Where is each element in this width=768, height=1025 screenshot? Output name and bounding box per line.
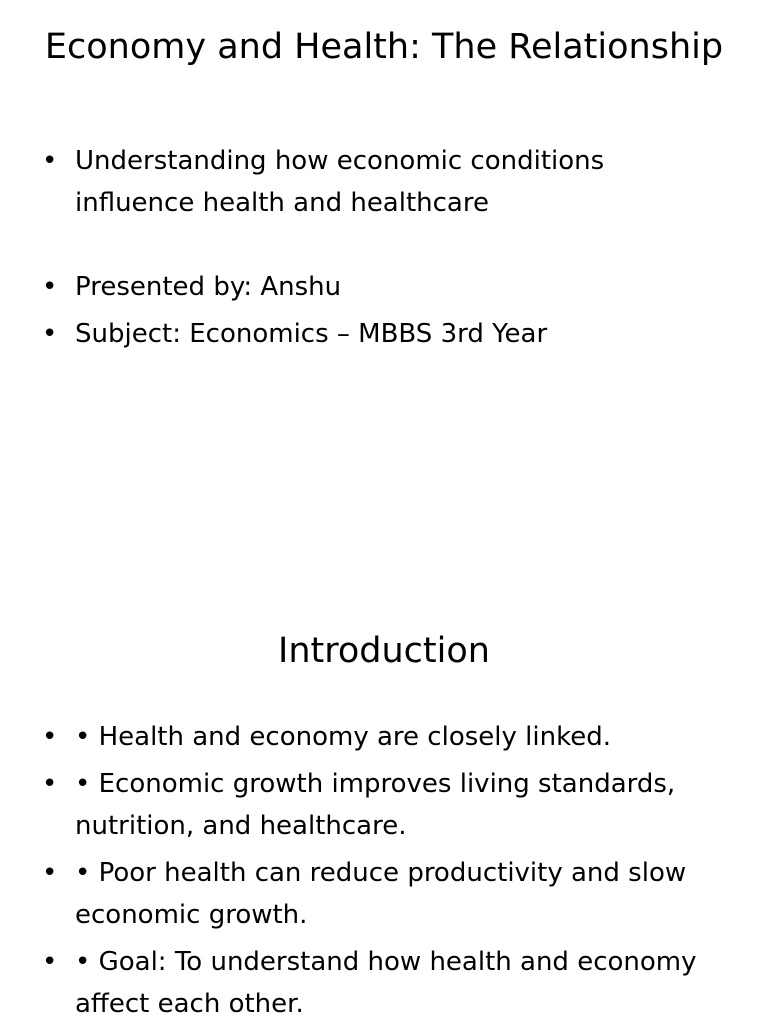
bullet-dot: • (42, 319, 58, 349)
bullet-list (40, 140, 730, 355)
bullet-dot: • (42, 947, 58, 977)
bullet-text: Presented by: Anshu (75, 272, 342, 302)
bullet-dot: • (42, 146, 58, 176)
bullet-text: • Poor health can reduce productivity and slow economic growth. (75, 858, 687, 930)
bullet-item (40, 763, 730, 847)
bullet-item (40, 852, 730, 936)
bullet-item (40, 266, 730, 308)
bullet-text: Understanding how economic conditions influence health and healthcare (75, 146, 605, 218)
bullet-text: • Goal: To understand how health and economy affect each other. (75, 947, 697, 1019)
bullet-item (40, 140, 730, 224)
bullet-item (40, 716, 730, 758)
bullet-item (40, 313, 730, 355)
bullet-item (40, 941, 730, 1025)
blank-line (40, 224, 730, 266)
bullet-list (40, 716, 730, 1025)
slide-title: Economy and Health: The Relationship (44, 27, 724, 67)
bullet-dot: • (42, 769, 58, 799)
introduction-slide (0, 560, 768, 1024)
bullet-dot: • (42, 272, 58, 302)
bullet-dot: • (42, 722, 58, 752)
bullet-dot: • (42, 858, 58, 888)
bullet-text: • Economic growth improves living standards, nutrition, and healthcare. (75, 769, 676, 841)
bullet-text: • Health and economy are closely linked. (75, 722, 611, 752)
bullet-text: Subject: Economics – MBBS 3rd Year (75, 319, 548, 349)
slide-title: Introduction (278, 631, 490, 671)
